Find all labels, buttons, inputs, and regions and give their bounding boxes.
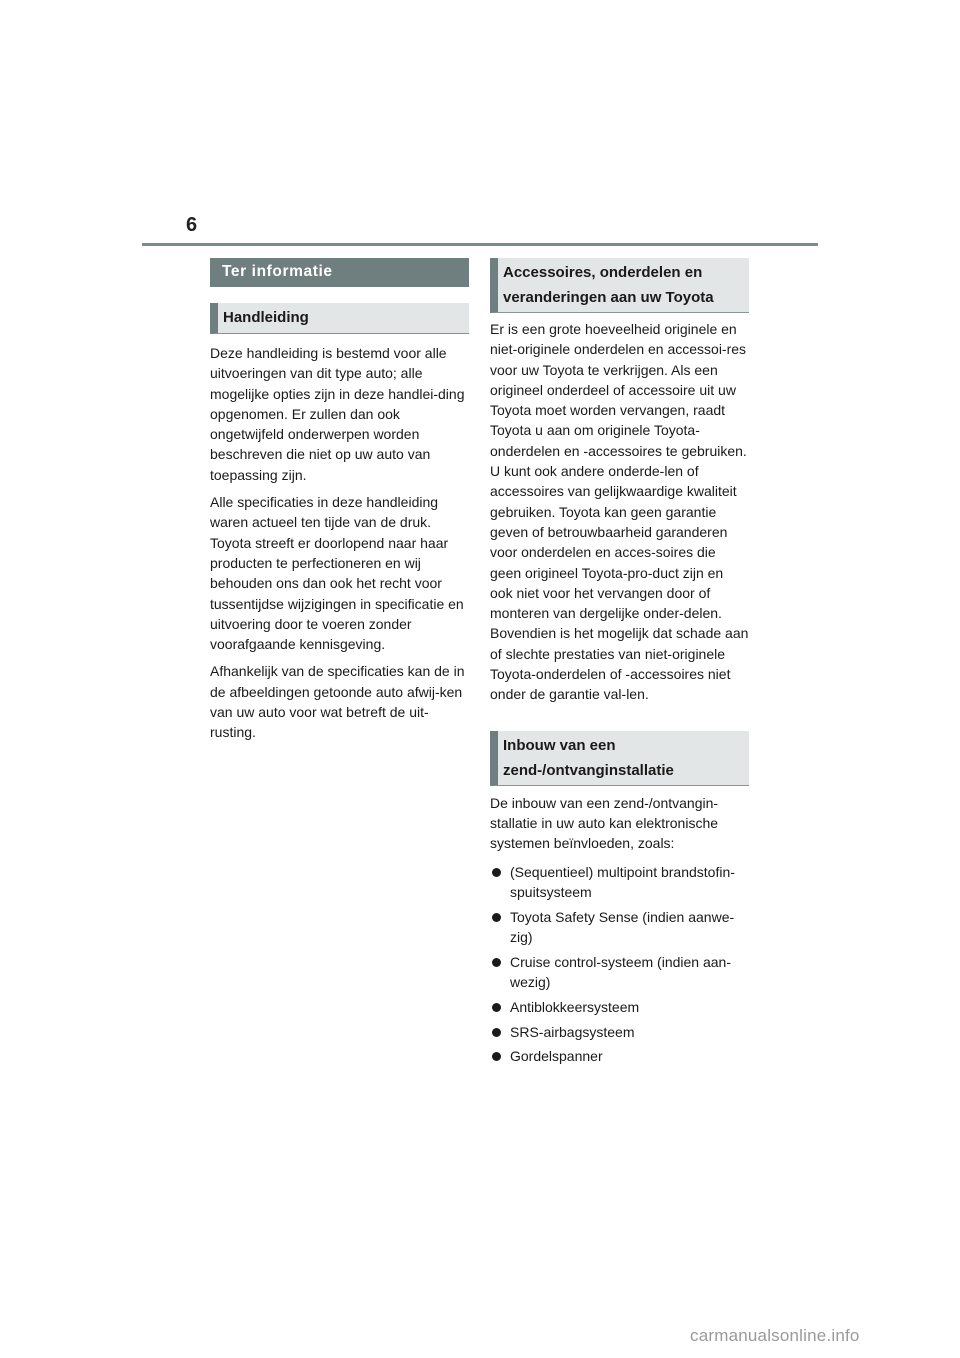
- section-title: Ter informatie: [210, 258, 469, 287]
- list-item: [490, 862, 749, 903]
- bullet-icon: [492, 1028, 501, 1037]
- list-item-text: Antiblokkeersysteem: [510, 998, 640, 1015]
- header-rule: [142, 243, 818, 246]
- right-column: [490, 258, 749, 1071]
- subheading-inbouw: [490, 731, 749, 786]
- subheading-handleiding: Handleiding: [210, 303, 469, 334]
- bullet-icon: [492, 913, 501, 922]
- bullet-icon: [492, 1003, 501, 1012]
- list-item-text: SRS-airbagsysteem: [510, 1023, 635, 1040]
- bullet-list: [490, 862, 749, 1067]
- paragraph: Deze handleiding is bestemd voor alle uitvoeringen van dit type auto; alle mogelijke opties zijn in deze handlei-ding opgenomen. Er zullen dan ook ongetwijfeld onderwerpen worden beschreven die niet op uw auto van toepassing zijn.: [210, 345, 465, 483]
- bullet-icon: [492, 1052, 501, 1061]
- list-item-text: Toyota Safety Sense (indien aanwe-zig): [510, 908, 735, 945]
- bullet-icon: [492, 868, 501, 877]
- list-item: [490, 952, 749, 993]
- subheading-line: zend-/ontvanginstallatie: [503, 761, 674, 779]
- list-item-text: Cruise control-systeem (indien aan-wezig): [510, 953, 731, 991]
- list-item-text: (Sequentieel) multipoint brandstofin-spuitsysteem: [510, 863, 735, 900]
- bullet-icon: [492, 958, 501, 967]
- list-item: [490, 1022, 749, 1042]
- list-item: [490, 907, 749, 948]
- paragraph: Afhankelijk van de specificaties kan de in de afbeeldingen getoonde auto afwij-ken van uw auto voor wat betreft de uit-rusting.: [210, 663, 465, 741]
- list-item: [490, 997, 749, 1017]
- paragraph: Alle specificaties in deze handleiding waren actueel ten tijde van de druk. Toyota streeft er doorlopend naar haar producten te perfectioneren en wij behouden ons dan ook het recht voor tussentijdse wijzigingen in specificatie en uitvoering door te voeren zonder voorafgaande kennisgeving.: [210, 494, 464, 653]
- list-item: [490, 1046, 749, 1066]
- paragraph: Er is een grote hoeveelheid originele en niet-originele onderdelen en accessoi-res voor uw Toyota te verkrijgen. Als een origineel onderdeel of accessoire uit uw Toyota moet worden vervangen, raadt Toyota u aan om originele Toyota-onderdelen en -accessoires te gebruiken. U kunt ook andere onderde-len of accessoires van gelijkwaardige kwaliteit gebruiken. Toyota kan geen garantie geven of betrouwbaarheid garanderen voor onderdelen en acces-soires die geen origineel Toyota-pro-duct zijn en ook niet voor het vervangen door of monteren van dergelijke onder-delen. Bovendien is het mogelijk dat schade aan of slechte prestaties van niet-originele Toyota-onderdelen of -accessoires niet onder de garantie val-len.: [490, 321, 749, 703]
- subheading-line: Inbouw van een: [503, 736, 616, 754]
- paragraph: De inbouw van een zend-/ontvangin-stallatie in uw auto kan elektronische systemen beïnvloeden, zoals:: [490, 794, 719, 852]
- left-column: [210, 258, 469, 743]
- subheading-line: veranderingen aan uw Toyota: [503, 289, 714, 306]
- page-number: 6: [186, 214, 198, 236]
- subheading-line: Accessoires, onderdelen en: [503, 264, 703, 281]
- list-item-text: Gordelspanner: [510, 1048, 603, 1065]
- subheading-accessoires: [490, 258, 749, 313]
- watermark[interactable]: carmanualsonline.info: [690, 1326, 860, 1345]
